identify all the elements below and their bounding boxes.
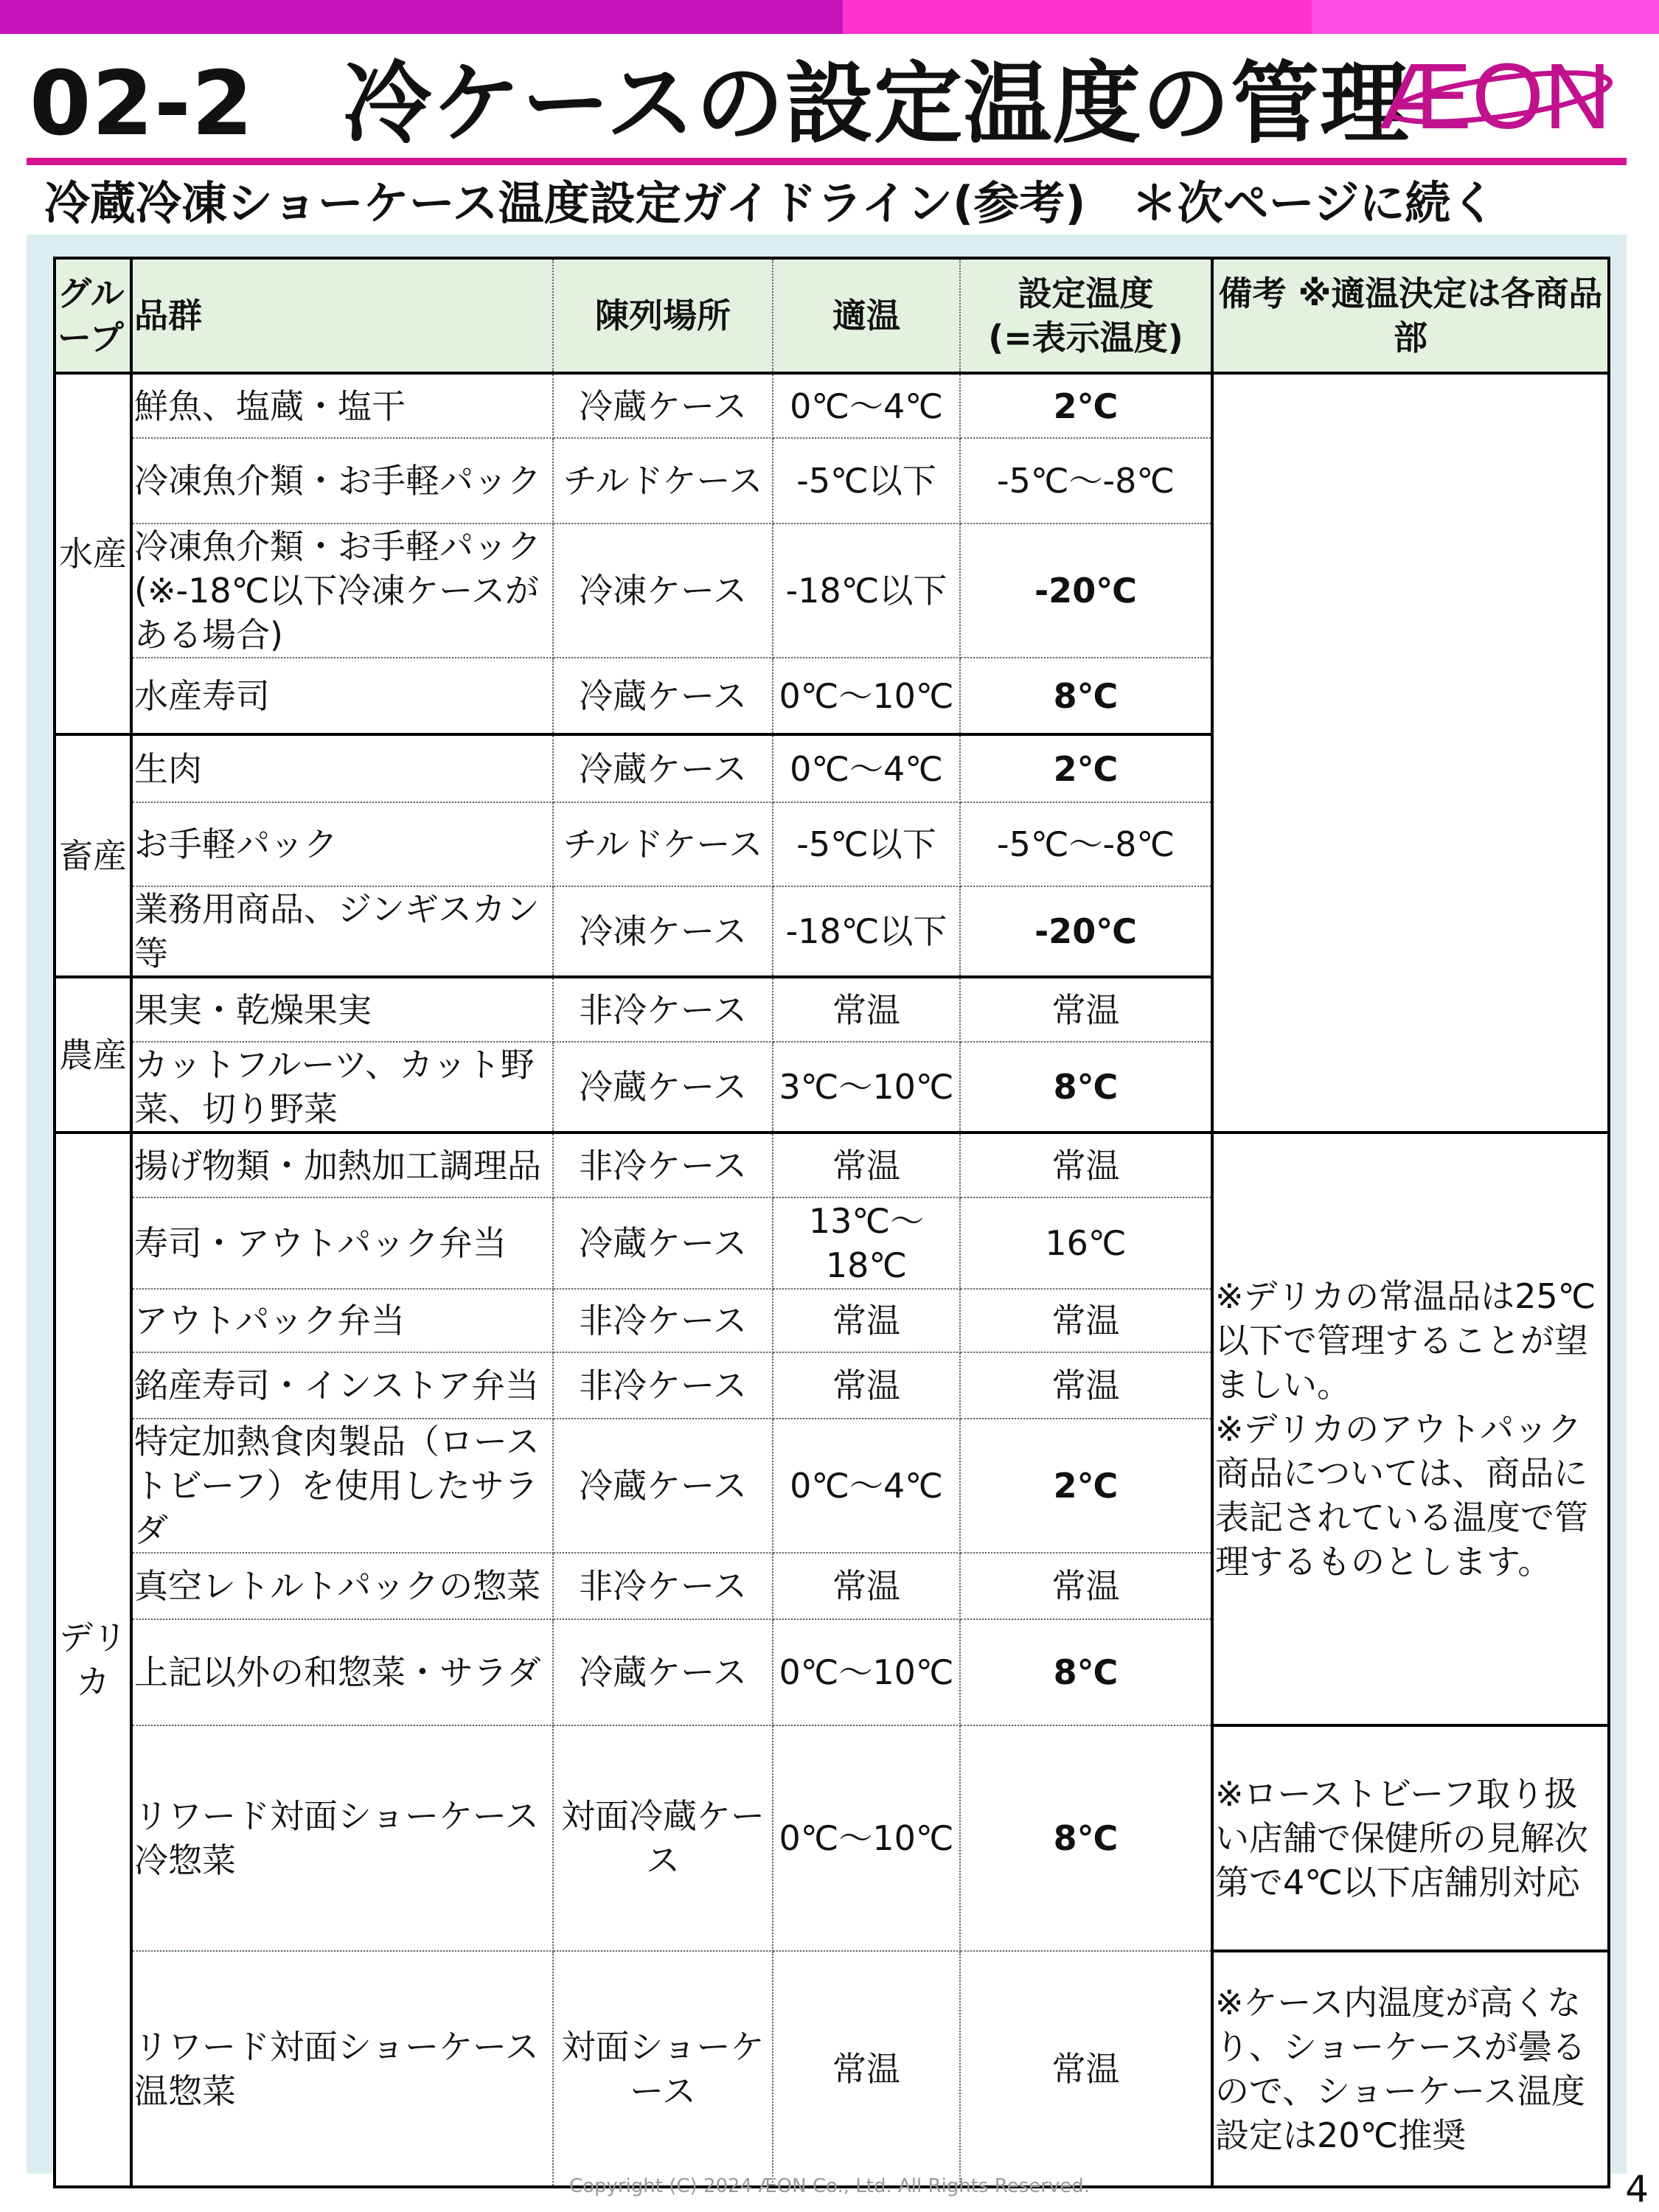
location-cell: 冷蔵ケース bbox=[553, 658, 773, 734]
location-cell: 冷蔵ケース bbox=[553, 1619, 773, 1725]
item-cell: 鮮魚、塩蔵・塩干 bbox=[131, 373, 553, 438]
item-cell: 特定加熱食肉製品（ローストビーフ）を使用したサラダ bbox=[131, 1419, 553, 1553]
location-cell: 非冷ケース bbox=[553, 1133, 773, 1197]
optimal-temp-cell: 0℃～4℃ bbox=[773, 1419, 960, 1553]
location-cell: チルドケース bbox=[553, 438, 773, 524]
setting-temp-cell: 2℃ bbox=[960, 373, 1212, 438]
item-cell: 真空レトルトパックの惣菜 bbox=[131, 1553, 553, 1619]
location-cell: 非冷ケース bbox=[553, 977, 773, 1042]
aeon-logo bbox=[1379, 52, 1630, 140]
location-cell: 冷凍ケース bbox=[553, 524, 773, 658]
location-cell: 対面ショーケース bbox=[553, 1951, 773, 2187]
optimal-temp-cell: 13℃～18℃ bbox=[773, 1197, 960, 1289]
location-cell: 対面冷蔵ケース bbox=[553, 1725, 773, 1951]
note-cell-empty bbox=[1212, 373, 1609, 1133]
setting-temp-cell: 常温 bbox=[960, 1352, 1212, 1419]
item-cell: お手軽パック bbox=[131, 802, 553, 886]
setting-temp-cell: -20℃ bbox=[960, 524, 1212, 658]
optimal-temp-cell: 0℃～10℃ bbox=[773, 658, 960, 734]
location-cell: 冷蔵ケース bbox=[553, 373, 773, 438]
header-optimal: 適温 bbox=[773, 258, 960, 373]
item-cell: 業務用商品、ジンギスカン等 bbox=[131, 886, 553, 977]
setting-temp-cell: 常温 bbox=[960, 1553, 1212, 1619]
item-cell: 銘産寿司・インストア弁当 bbox=[131, 1352, 553, 1419]
optimal-temp-cell: 常温 bbox=[773, 1553, 960, 1619]
copyright-footer: Copyright (C) 2024 ÆON Co., Ltd. All Rights Reserved. bbox=[568, 2175, 1091, 2197]
setting-temp-cell: 2℃ bbox=[960, 1419, 1212, 1553]
title-underline bbox=[27, 158, 1627, 165]
setting-temp-cell: 8℃ bbox=[960, 1042, 1212, 1133]
location-cell: 冷蔵ケース bbox=[553, 1197, 773, 1289]
header-location: 陳列場所 bbox=[553, 258, 773, 373]
setting-temp-cell: 常温 bbox=[960, 977, 1212, 1042]
top-bar-segment bbox=[0, 0, 843, 34]
table-row bbox=[55, 1725, 1609, 1951]
optimal-temp-cell: 常温 bbox=[773, 1289, 960, 1352]
top-bar-segment bbox=[843, 0, 1312, 34]
location-cell: チルドケース bbox=[553, 802, 773, 886]
item-cell: 水産寿司 bbox=[131, 658, 553, 734]
setting-temp-cell: 16℃ bbox=[960, 1197, 1212, 1289]
location-cell: 非冷ケース bbox=[553, 1553, 773, 1619]
optimal-temp-cell: 常温 bbox=[773, 1133, 960, 1197]
optimal-temp-cell: 0℃～4℃ bbox=[773, 734, 960, 802]
item-cell: リワード対面ショーケース冷惣菜 bbox=[131, 1725, 553, 1951]
optimal-temp-cell: 0℃～10℃ bbox=[773, 1619, 960, 1725]
item-cell: 上記以外の和惣菜・サラダ bbox=[131, 1619, 553, 1725]
optimal-temp-cell: 常温 bbox=[773, 977, 960, 1042]
header-item: 品群 bbox=[131, 258, 553, 373]
note-cell-roastbeef: ※ローストビーフ取り扱い店舗で保健所の見解次第で4℃以下店舗別対応 bbox=[1212, 1725, 1609, 1951]
group-cell: 水産 bbox=[55, 373, 131, 734]
optimal-temp-cell: -5℃以下 bbox=[773, 438, 960, 524]
setting-temp-cell: 常温 bbox=[960, 1951, 1212, 2187]
group-cell: 畜産 bbox=[55, 734, 131, 977]
note-cell-warm-case: ※ケース内温度が高くなり、ショーケースが曇るので、ショーケース温度設定は20℃推奨 bbox=[1212, 1951, 1609, 2187]
optimal-temp-cell: -5℃以下 bbox=[773, 802, 960, 886]
item-cell: リワード対面ショーケース温惣菜 bbox=[131, 1951, 553, 2187]
optimal-temp-cell: 0℃～10℃ bbox=[773, 1725, 960, 1951]
setting-temp-cell: 8℃ bbox=[960, 658, 1212, 734]
item-cell: アウトパック弁当 bbox=[131, 1289, 553, 1352]
setting-temp-cell: 8℃ bbox=[960, 1725, 1212, 1951]
temperature-guideline-table bbox=[53, 257, 1610, 2188]
optimal-temp-cell: 3℃～10℃ bbox=[773, 1042, 960, 1133]
item-cell: 揚げ物類・加熱加工調理品 bbox=[131, 1133, 553, 1197]
logo-text: ÆON bbox=[1379, 52, 1611, 140]
group-cell: デリカ bbox=[55, 1133, 131, 2187]
item-cell: 冷凍魚介類・お手軽パック bbox=[131, 438, 553, 524]
optimal-temp-cell: -18℃以下 bbox=[773, 886, 960, 977]
setting-temp-cell: -20℃ bbox=[960, 886, 1212, 977]
header-note: 備考 ※適温決定は各商品部 bbox=[1212, 258, 1609, 373]
group-cell: 農産 bbox=[55, 977, 131, 1133]
location-cell: 非冷ケース bbox=[553, 1352, 773, 1419]
table-header-row bbox=[55, 258, 1609, 373]
location-cell: 冷蔵ケース bbox=[553, 1042, 773, 1133]
location-cell: 非冷ケース bbox=[553, 1289, 773, 1352]
optimal-temp-cell: 0℃～4℃ bbox=[773, 373, 960, 438]
setting-temp-cell: -5℃～-8℃ bbox=[960, 438, 1212, 524]
item-cell: カットフルーツ、カット野菜、切り野菜 bbox=[131, 1042, 553, 1133]
location-cell: 冷蔵ケース bbox=[553, 1419, 773, 1553]
page-number: 4 bbox=[1625, 2168, 1649, 2211]
item-cell: 寿司・アウトパック弁当 bbox=[131, 1197, 553, 1289]
optimal-temp-cell: -18℃以下 bbox=[773, 524, 960, 658]
optimal-temp-cell: 常温 bbox=[773, 1352, 960, 1419]
setting-temp-cell: 2℃ bbox=[960, 734, 1212, 802]
item-cell: 果実・乾燥果実 bbox=[131, 977, 553, 1042]
table-row bbox=[55, 1951, 1609, 2187]
top-bar-segment bbox=[1312, 0, 1659, 34]
setting-temp-cell: 8℃ bbox=[960, 1619, 1212, 1725]
item-cell: 冷凍魚介類・お手軽パック(※-18℃以下冷凍ケースがある場合) bbox=[131, 524, 553, 658]
table-row bbox=[55, 1133, 1609, 1197]
item-cell: 生肉 bbox=[131, 734, 553, 802]
header-group: グループ bbox=[55, 258, 131, 373]
setting-temp-cell: 常温 bbox=[960, 1289, 1212, 1352]
table-row bbox=[55, 373, 1609, 438]
note-cell-delica: ※デリカの常温品は25℃以下で管理することが望ましい。 ※デリカのアウトパック商品については、商品に表記されている温度で管理するものとします。 bbox=[1212, 1133, 1609, 1725]
header-setting: 設定温度 (=表示温度) bbox=[960, 258, 1212, 373]
location-cell: 冷蔵ケース bbox=[553, 734, 773, 802]
setting-temp-cell: 常温 bbox=[960, 1133, 1212, 1197]
page-title: 02-2 冷ケースの設定温度の管理 bbox=[29, 53, 1410, 156]
setting-temp-cell: -5℃～-8℃ bbox=[960, 802, 1212, 886]
optimal-temp-cell: 常温 bbox=[773, 1951, 960, 2187]
location-cell: 冷凍ケース bbox=[553, 886, 773, 977]
top-color-bar bbox=[0, 0, 1659, 34]
page-subtitle: 冷蔵冷凍ショーケース温度設定ガイドライン(参考) ＊次ページに続く bbox=[44, 176, 1497, 230]
